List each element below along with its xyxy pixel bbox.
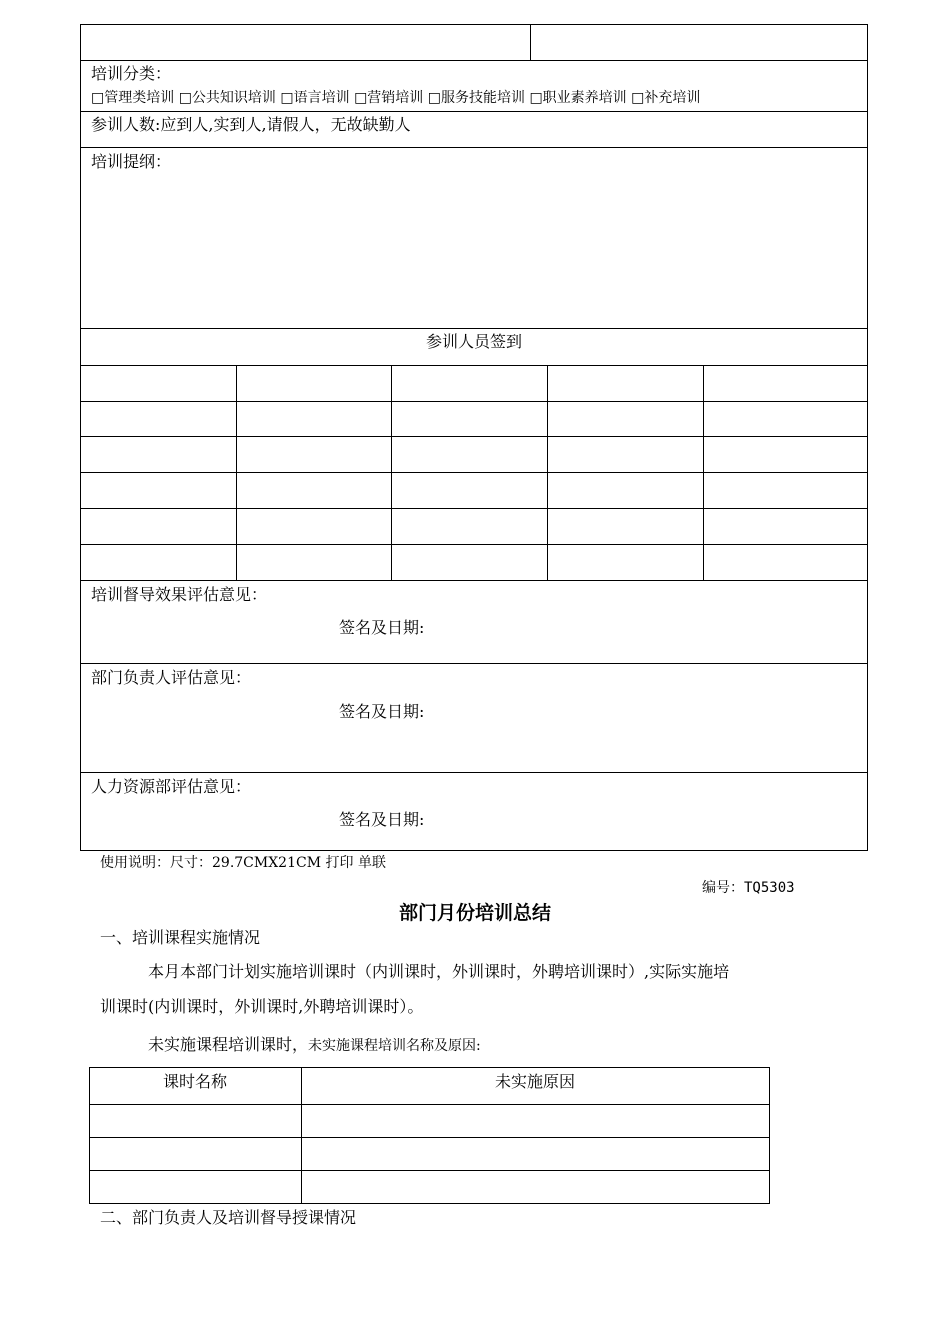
hr-eval-label: 人力资源部评估意见： bbox=[91, 777, 252, 796]
table-line bbox=[89, 1137, 770, 1138]
form-line bbox=[80, 60, 868, 61]
paragraph2-main: 未实施课程培训课时， bbox=[148, 1035, 309, 1054]
hr-sign-date: 签名及日期: bbox=[339, 810, 425, 829]
table-header-reason: 未实施原因 bbox=[494, 1072, 575, 1091]
form-line bbox=[530, 24, 531, 61]
table-line bbox=[89, 1104, 770, 1105]
signin-grid-line bbox=[236, 365, 237, 580]
form-border-left bbox=[80, 24, 81, 851]
category-label: 培训分类： bbox=[91, 64, 172, 83]
attendance-text: 参训人数:应到人,实到人,请假人，无故缺勤人 bbox=[91, 115, 411, 134]
form-border-right bbox=[867, 24, 868, 851]
signin-grid-line bbox=[547, 365, 548, 580]
form-line bbox=[80, 111, 868, 112]
table-line bbox=[89, 1067, 770, 1068]
category-option-management[interactable]: □管理类培训 bbox=[91, 90, 175, 106]
category-options bbox=[91, 91, 700, 105]
document-code: 编号：TQ5303 bbox=[702, 880, 795, 896]
form-line bbox=[80, 544, 868, 545]
category-option-professional-quality[interactable]: □职业素养培训 bbox=[529, 90, 627, 106]
table-line bbox=[89, 1203, 770, 1204]
form-line bbox=[80, 436, 868, 437]
signin-title: 参训人员签到 bbox=[425, 332, 522, 351]
form-line bbox=[80, 328, 868, 329]
supervisor-eval-label: 培训督导效果评估意见： bbox=[91, 585, 268, 604]
table-header-course-name: 课时名称 bbox=[162, 1072, 227, 1091]
form-line bbox=[80, 24, 868, 25]
usage-note: 使用说明：尺寸：29.7CMX21CM 打印 单联 bbox=[100, 855, 386, 871]
form-line bbox=[80, 508, 868, 509]
supervisor-sign-date: 签名及日期: bbox=[339, 618, 425, 637]
form-line bbox=[80, 147, 868, 148]
category-option-service-skills[interactable]: □服务技能培训 bbox=[427, 90, 525, 106]
category-option-language[interactable]: □语言培训 bbox=[280, 90, 350, 106]
section1-heading: 一、培训课程实施情况 bbox=[100, 928, 261, 947]
section2-heading: 二、部门负责人及培训督导授课情况 bbox=[100, 1208, 357, 1227]
dept-head-sign-date: 签名及日期: bbox=[339, 702, 425, 721]
paragraph2-small: 未实施课程培训名称及原因: bbox=[308, 1038, 481, 1054]
dept-head-eval-label: 部门负责人评估意见： bbox=[91, 668, 252, 687]
category-option-supplementary[interactable]: □补充培训 bbox=[631, 90, 701, 106]
form-line bbox=[80, 850, 868, 851]
paragraph2 bbox=[148, 1037, 481, 1053]
category-option-public-knowledge[interactable]: □公共知识培训 bbox=[178, 90, 276, 106]
category-option-marketing[interactable]: □营销培训 bbox=[354, 90, 424, 106]
form-line bbox=[80, 472, 868, 473]
form-line bbox=[80, 401, 868, 402]
signin-grid-line bbox=[391, 365, 392, 580]
table-border-right bbox=[769, 1067, 770, 1204]
form-line bbox=[80, 663, 868, 664]
form-line bbox=[80, 772, 868, 773]
table-line bbox=[89, 1170, 770, 1171]
signin-grid-line bbox=[703, 365, 704, 580]
form-line bbox=[80, 580, 868, 581]
summary-title: 部门月份培训总结 bbox=[398, 902, 551, 924]
outline-label: 培训提纲： bbox=[91, 152, 172, 171]
paragraph1-line2: 训课时(内训课时，外训课时,外聘培训课时）。 bbox=[100, 997, 424, 1016]
paragraph1-line1: 本月本部门计划实施培训课时（内训课时，外训课时，外聘培训课时）,实际实施培 bbox=[148, 962, 730, 981]
form-line bbox=[80, 365, 868, 366]
